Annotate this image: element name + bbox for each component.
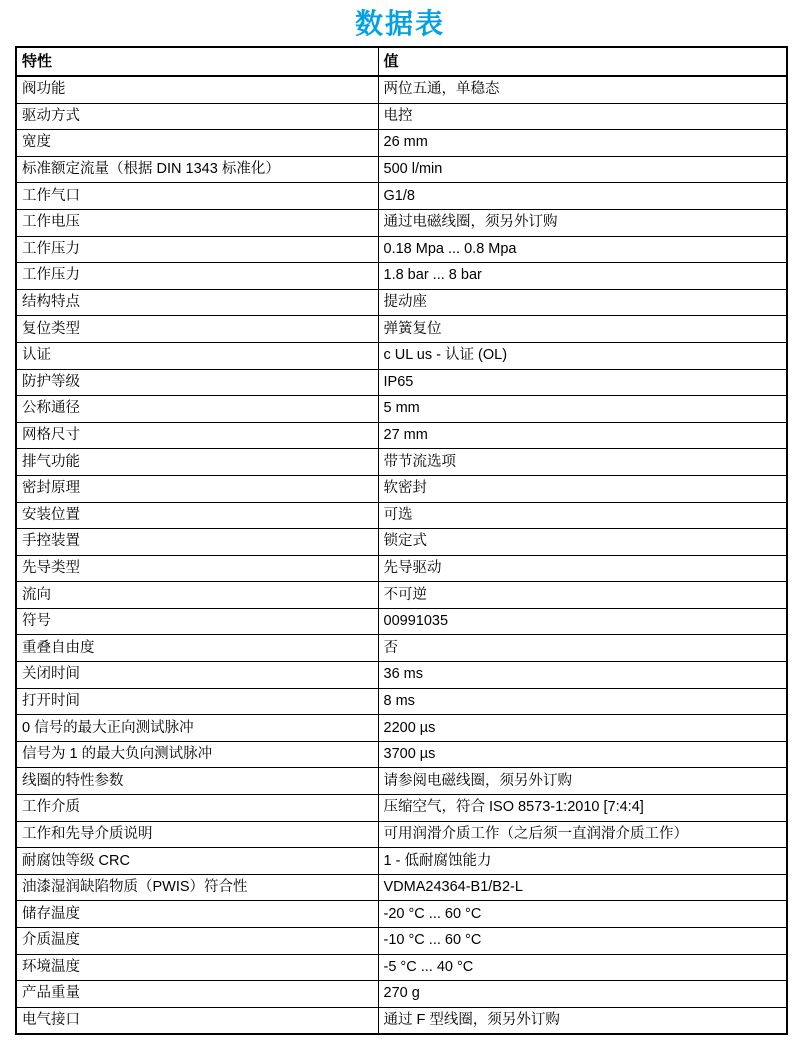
property-cell: 工作介质 — [16, 795, 378, 822]
table-row — [16, 821, 787, 848]
table-row — [16, 76, 787, 103]
table-row — [16, 874, 787, 901]
property-cell: 介质温度 — [16, 928, 378, 955]
property-cell: 储存温度 — [16, 901, 378, 928]
property-cell: 耐腐蚀等级 CRC — [16, 848, 378, 875]
table-row — [16, 582, 787, 609]
column-header-property: 特性 — [16, 47, 378, 76]
value-cell: 否 — [378, 635, 787, 662]
value-cell: 通过电磁线圈，须另外订购 — [378, 209, 787, 236]
property-cell: 认证 — [16, 342, 378, 369]
value-cell: 00991035 — [378, 608, 787, 635]
property-cell: 安装位置 — [16, 502, 378, 529]
value-cell: 26 mm — [378, 130, 787, 157]
value-cell: 软密封 — [378, 475, 787, 502]
table-row — [16, 529, 787, 556]
table-row — [16, 768, 787, 795]
table-row — [16, 555, 787, 582]
value-cell: 可用润滑介质工作（之后须一直润滑介质工作） — [378, 821, 787, 848]
property-cell: 网格尺寸 — [16, 422, 378, 449]
property-cell: 结构特点 — [16, 289, 378, 316]
property-cell: 线圈的特性参数 — [16, 768, 378, 795]
property-cell: 产品重量 — [16, 981, 378, 1008]
table-row — [16, 342, 787, 369]
value-cell: 不可逆 — [378, 582, 787, 609]
value-cell: 270 g — [378, 981, 787, 1008]
table-row — [16, 103, 787, 130]
table-row — [16, 954, 787, 981]
property-cell: 工作电压 — [16, 209, 378, 236]
value-cell: 1 - 低耐腐蚀能力 — [378, 848, 787, 875]
value-cell: 1.8 bar ... 8 bar — [378, 263, 787, 290]
value-cell: 8 ms — [378, 688, 787, 715]
value-cell: 先导驱动 — [378, 555, 787, 582]
value-cell: 带节流选项 — [378, 449, 787, 476]
value-cell: 500 l/min — [378, 156, 787, 183]
value-cell: 请参阅电磁线圈，须另外订购 — [378, 768, 787, 795]
value-cell: IP65 — [378, 369, 787, 396]
property-cell: 信号为 1 的最大负向测试脉冲 — [16, 741, 378, 768]
table-row — [16, 449, 787, 476]
value-cell: 通过 F 型线圈，须另外订购 — [378, 1007, 787, 1034]
property-cell: 公称通径 — [16, 396, 378, 423]
property-cell: 先导类型 — [16, 555, 378, 582]
table-row — [16, 396, 787, 423]
property-cell: 0 信号的最大正向测试脉冲 — [16, 715, 378, 742]
value-cell: -10 °C ... 60 °C — [378, 928, 787, 955]
table-row — [16, 209, 787, 236]
table-row — [16, 848, 787, 875]
table-row — [16, 981, 787, 1008]
value-cell: 2200 µs — [378, 715, 787, 742]
property-cell: 油漆湿润缺陷物质（PWIS）符合性 — [16, 874, 378, 901]
value-cell: 27 mm — [378, 422, 787, 449]
value-cell: 锁定式 — [378, 529, 787, 556]
property-cell: 宽度 — [16, 130, 378, 157]
value-cell: 两位五通，单稳态 — [378, 76, 787, 103]
property-cell: 复位类型 — [16, 316, 378, 343]
value-cell: 可选 — [378, 502, 787, 529]
table-row — [16, 662, 787, 689]
value-cell: 3700 µs — [378, 741, 787, 768]
property-cell: 排气功能 — [16, 449, 378, 476]
table-row — [16, 422, 787, 449]
property-cell: 符号 — [16, 608, 378, 635]
property-cell: 重叠自由度 — [16, 635, 378, 662]
table-row — [16, 156, 787, 183]
value-cell: VDMA24364-B1/B2-L — [378, 874, 787, 901]
table-row — [16, 901, 787, 928]
value-cell: 36 ms — [378, 662, 787, 689]
property-cell: 打开时间 — [16, 688, 378, 715]
value-cell: -5 °C ... 40 °C — [378, 954, 787, 981]
property-cell: 环境温度 — [16, 954, 378, 981]
property-cell: 工作压力 — [16, 263, 378, 290]
table-row — [16, 741, 787, 768]
value-cell: 压缩空气，符合 ISO 8573-1:2010 [7:4:4] — [378, 795, 787, 822]
property-cell: 阀功能 — [16, 76, 378, 103]
table-row — [16, 795, 787, 822]
table-row — [16, 475, 787, 502]
table-row — [16, 688, 787, 715]
property-cell: 关闭时间 — [16, 662, 378, 689]
table-row — [16, 715, 787, 742]
table-header-row — [16, 47, 787, 76]
property-cell: 工作气口 — [16, 183, 378, 210]
column-header-value: 值 — [378, 47, 787, 76]
spec-table — [15, 46, 788, 1035]
table-row — [16, 635, 787, 662]
table-row — [16, 263, 787, 290]
property-cell: 工作和先导介质说明 — [16, 821, 378, 848]
value-cell: 5 mm — [378, 396, 787, 423]
page-title: 数据表 — [354, 8, 445, 39]
table-row — [16, 1007, 787, 1034]
value-cell: 电控 — [378, 103, 787, 130]
table-row — [16, 608, 787, 635]
table-row — [16, 236, 787, 263]
property-cell: 驱动方式 — [16, 103, 378, 130]
value-cell: c UL us - 认证 (OL) — [378, 342, 787, 369]
value-cell: 弹簧复位 — [378, 316, 787, 343]
property-cell: 流向 — [16, 582, 378, 609]
table-row — [16, 316, 787, 343]
table-row — [16, 183, 787, 210]
value-cell: -20 °C ... 60 °C — [378, 901, 787, 928]
value-cell: 0.18 Mpa ... 0.8 Mpa — [378, 236, 787, 263]
table-row — [16, 928, 787, 955]
table-row — [16, 130, 787, 157]
property-cell: 标准额定流量（根据 DIN 1343 标准化） — [16, 156, 378, 183]
value-cell: G1/8 — [378, 183, 787, 210]
table-row — [16, 502, 787, 529]
table-row — [16, 289, 787, 316]
value-cell: 提动座 — [378, 289, 787, 316]
property-cell: 防护等级 — [16, 369, 378, 396]
table-row — [16, 369, 787, 396]
property-cell: 密封原理 — [16, 475, 378, 502]
property-cell: 电气接口 — [16, 1007, 378, 1034]
property-cell: 工作压力 — [16, 236, 378, 263]
table-body — [16, 76, 787, 1034]
property-cell: 手控装置 — [16, 529, 378, 556]
